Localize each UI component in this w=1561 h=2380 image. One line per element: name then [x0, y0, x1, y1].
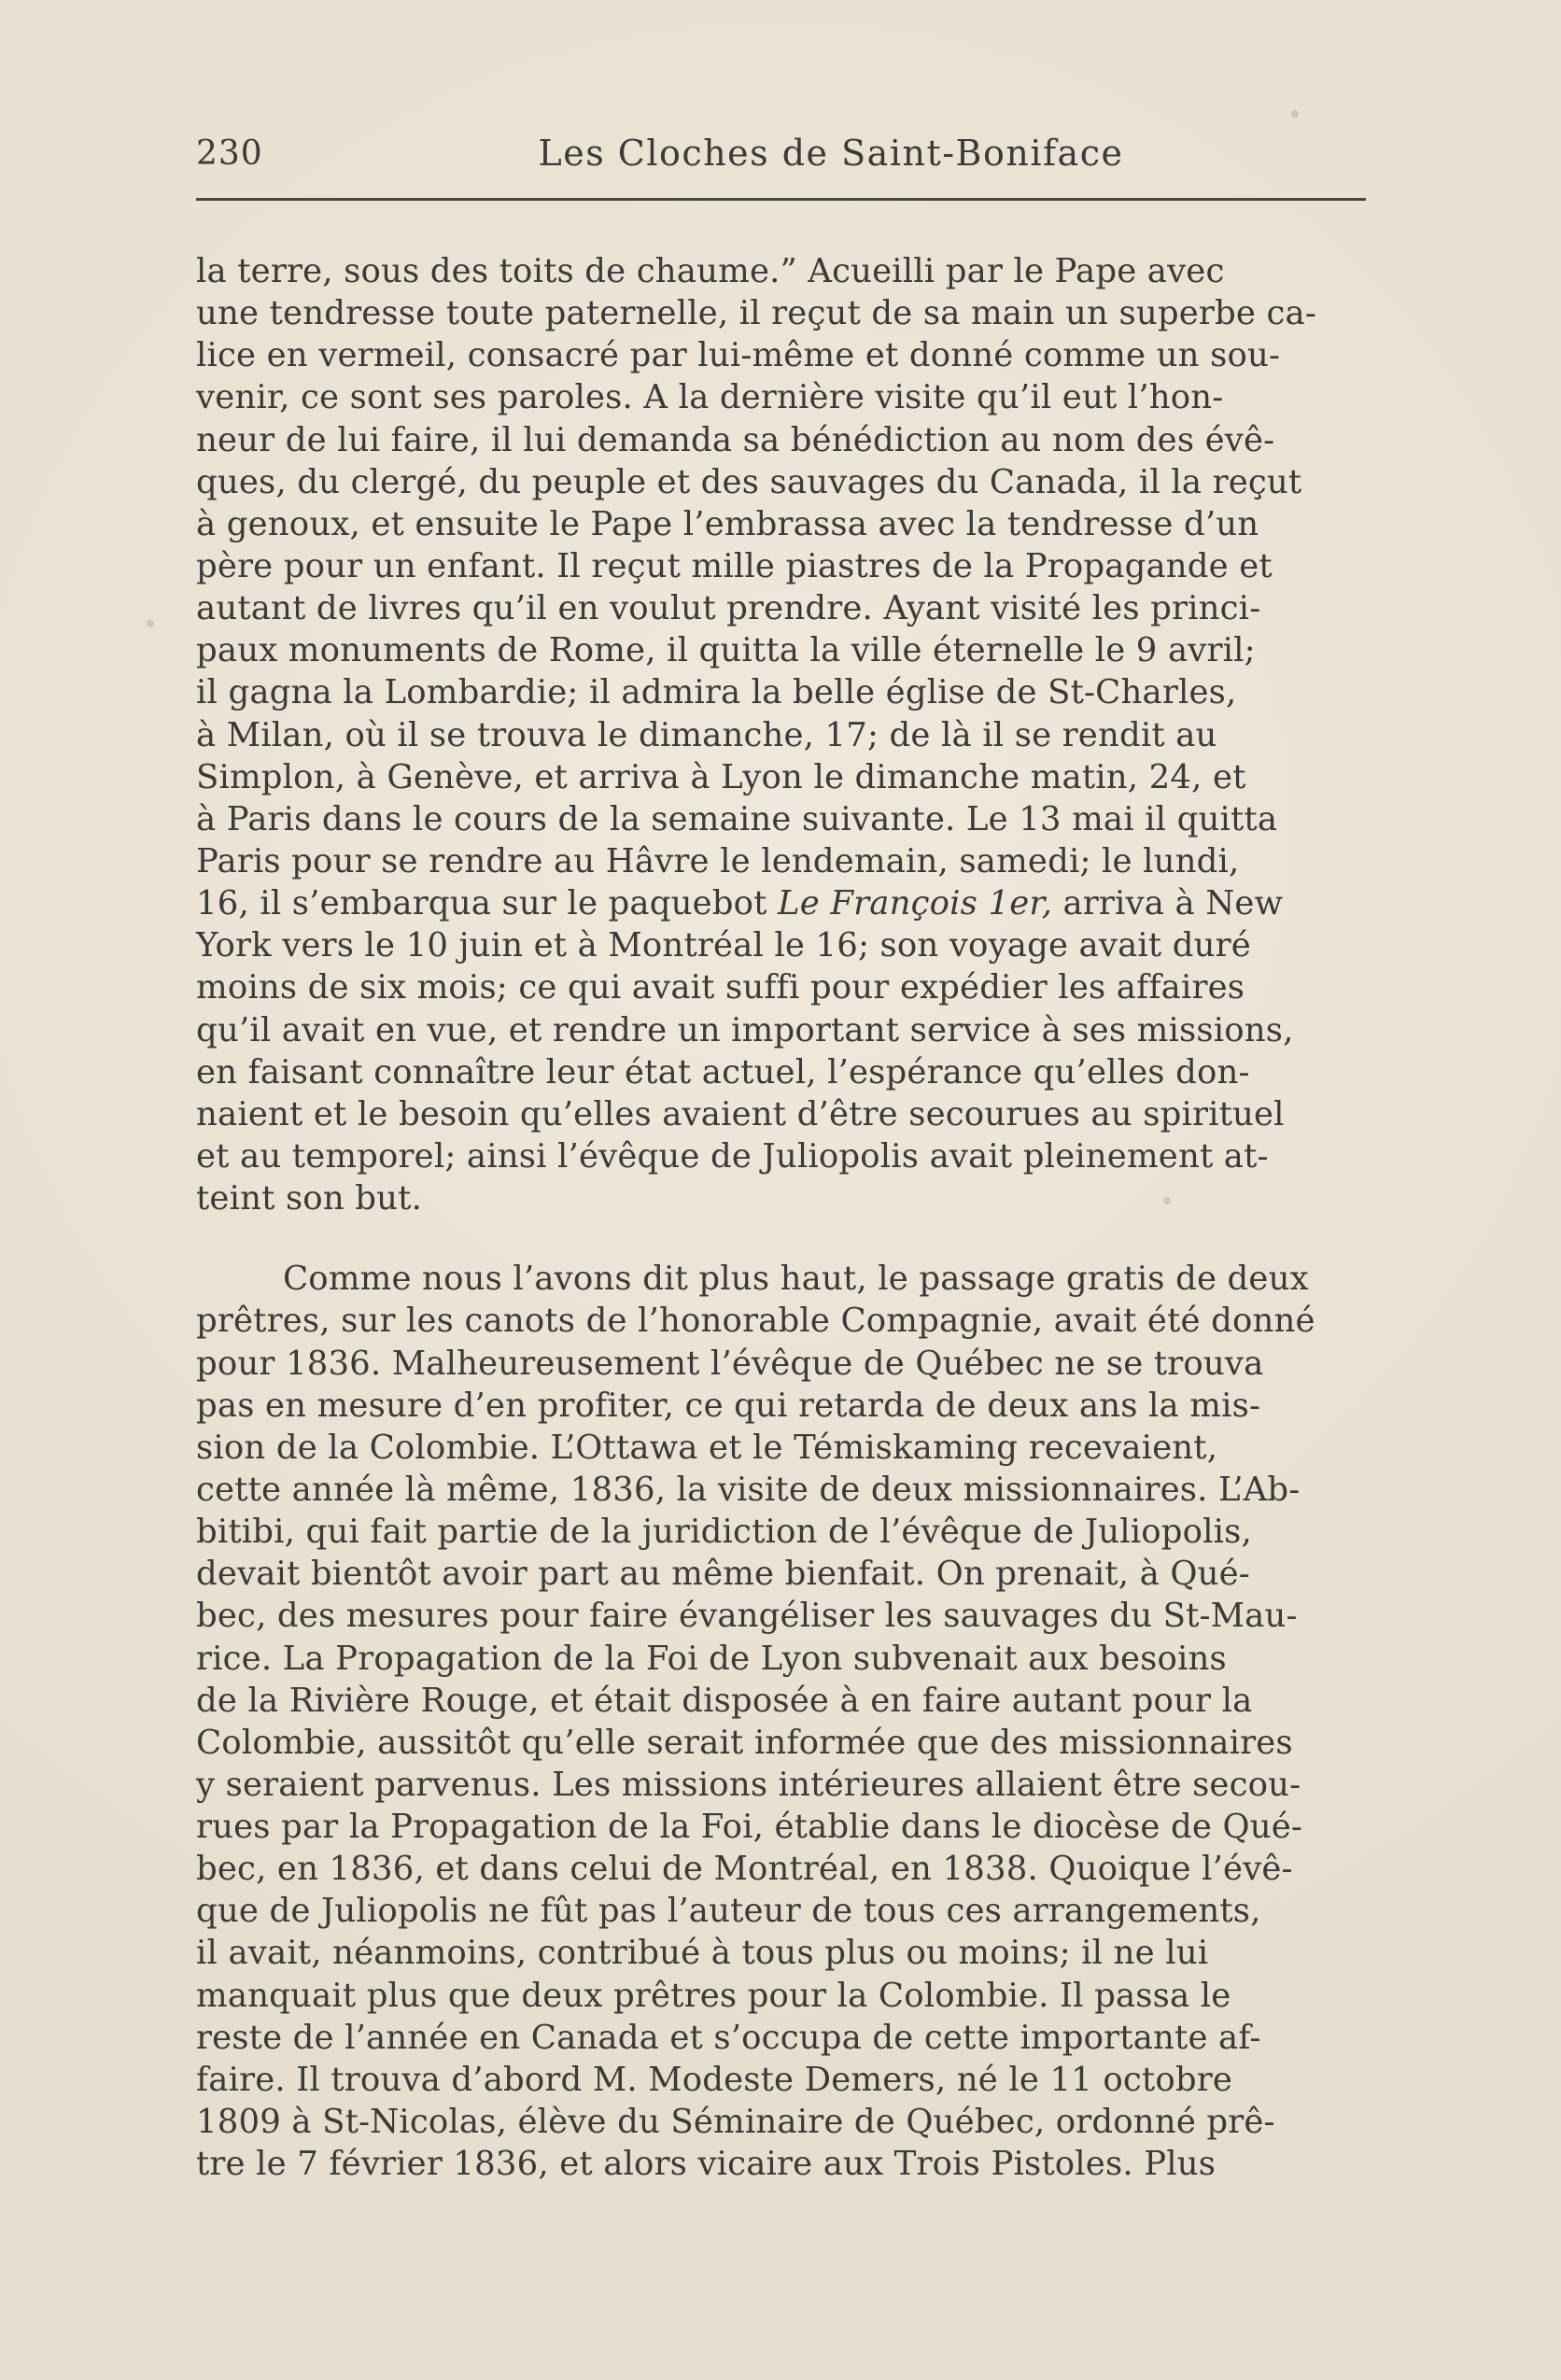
text-line: de la Rivière Rouge, et était disposée à en faire autant pour la — [196, 1681, 1253, 1720]
line-text-space — [977, 884, 988, 922]
text-line: teint son but. — [196, 1179, 423, 1218]
header-rule — [196, 198, 1366, 201]
page-body — [196, 250, 1391, 2185]
paragraph-2 — [196, 1258, 1391, 2185]
text-line: père pour un enfant. Il reçut mille piastres de la Propagande et — [196, 546, 1273, 585]
text-line-with-italic-title — [196, 882, 1391, 924]
text-line: il avait, néanmoins, contribué à tous plus ou moins; il ne lui — [196, 1934, 1209, 1973]
text-line: naient et le besoin qu’elles avaient d’être secourues au spirituel — [196, 1094, 1285, 1134]
text-line: pour 1836. Malheureusement l’évêque de Québec ne se trouva — [196, 1344, 1264, 1383]
text-line: à Paris dans le cours de la semaine suivante. Le 13 mai il quitta — [196, 799, 1278, 838]
text-line: pas en mesure d’en profiter, ce qui retarda de deux ans la mis- — [196, 1386, 1261, 1425]
line-text-after-title: arriva à New — [1052, 884, 1284, 923]
text-line: rues par la Propagation de la Foi, établie dans le diocèse de Qué- — [196, 1808, 1303, 1847]
text-line: la terre, sous des toits de chaume.” Acueilli par le Pape avec — [196, 252, 1225, 290]
text-line: moins de six mois; ce qui avait suffi pour expédier les affaires — [196, 968, 1245, 1007]
text-line: York vers le 10 juin et à Montréal le 16; son voyage avait duré — [196, 926, 1251, 965]
text-line: que de Juliopolis ne fût pas l’auteur de tous ces arrangements, — [196, 1892, 1261, 1931]
paragraph-gap — [196, 1219, 1391, 1258]
ship-name-ordinal: 1er, — [988, 884, 1053, 923]
text-line: rice. La Propagation de la Foi de Lyon subvenait aux besoins — [196, 1639, 1227, 1678]
text-line: en faisant connaître leur état actuel, l’espérance qu’elles don- — [196, 1052, 1250, 1091]
text-line: prêtres, sur les canots de l’honorable Compagnie, avait été donné — [196, 1302, 1315, 1341]
text-line: qu’il avait en vue, et rendre un important service à ses missions, — [196, 1010, 1294, 1049]
text-line: tre le 7 février 1836, et alors vicaire aux Trois Pistoles. Plus — [196, 2145, 1216, 2184]
text-line: Simplon, à Genève, et arriva à Lyon le dimanche matin, 24, et — [196, 757, 1246, 796]
paper-speck — [147, 620, 154, 627]
text-line: reste de l’année en Canada et s’occupa de cette importante af- — [196, 2018, 1261, 2057]
text-line: ques, du clergé, du peuple et des sauvages du Canada, il la reçut — [196, 462, 1302, 501]
text-line: paux monuments de Rome, il quitta la ville éternelle le 9 avril; — [196, 631, 1256, 670]
text-line: devait bientôt avoir part au même bienfait. On prenait, à Qué- — [196, 1555, 1250, 1594]
text-line: lice en vermeil, consacré par lui-même et donné comme un sou- — [196, 336, 1281, 375]
text-line: 1809 à St-Nicolas, élève du Séminaire de Québec, ordonné prê- — [196, 2103, 1275, 2142]
text-line: manquait plus que deux prêtres pour la Colombie. Il passa le — [196, 1976, 1231, 2015]
text-line: Paris pour se rendre au Hâvre le lendemain, samedi; le lundi, — [196, 841, 1240, 880]
text-line: faire. Il trouva d’abord M. Modeste Demers, né le 11 octobre — [196, 2060, 1233, 2099]
text-line: y seraient parvenus. Les missions intérieures allaient être secou- — [196, 1765, 1301, 1804]
text-line: et au temporel; ainsi l’évêque de Juliopolis avait pleinement at- — [196, 1136, 1269, 1176]
text-line: il gagna la Lombardie; il admira la belle église de St-Charles, — [196, 673, 1237, 712]
ship-name: Le François — [778, 884, 978, 923]
text-line: bitibi, qui fait partie de la juridiction de l’évêque de Juliopolis, — [196, 1513, 1252, 1552]
text-line: autant de livres qu’il en voulut prendre. Ayant visité les princi- — [196, 589, 1261, 628]
text-line: Colombie, aussitôt qu’elle serait informée que des missionnaires — [196, 1723, 1293, 1762]
text-line: bec, en 1836, et dans celui de Montréal, en 1838. Quoique l’évê- — [196, 1850, 1293, 1889]
text-line: à genoux, et ensuite le Pape l’embrassa avec la tendresse d’un — [196, 504, 1259, 543]
text-line: cette année là même, 1836, la visite de deux missionnaires. L’Ab- — [196, 1470, 1301, 1509]
paper-speck — [1163, 1197, 1171, 1204]
text-line: bec, des mesures pour faire évangéliser les sauvages du St-Mau- — [196, 1597, 1298, 1636]
text-line: neur de lui faire, il lui demanda sa bénédiction au nom des évê- — [196, 420, 1275, 459]
text-line: Comme nous l’avons dit plus haut, le passage gratis de deux — [283, 1260, 1309, 1299]
text-line: à Milan, où il se trouva le dimanche, 17; de là il se rendit au — [196, 715, 1217, 754]
text-line: une tendresse toute paternelle, il reçut de sa main un superbe ca- — [196, 294, 1316, 333]
text-line: sion de la Colombie. L’Ottawa et le Témiskaming recevaient, — [196, 1428, 1218, 1467]
text-line: venir, ce sont ses paroles. A la dernière visite qu’il eut l’hon- — [196, 378, 1224, 417]
paragraph-1 — [196, 250, 1391, 1219]
page-number: 230 — [196, 134, 263, 173]
paper-speck — [1291, 110, 1299, 118]
line-text-before-title: 16, il s’embarqua sur le paquebot — [196, 884, 779, 923]
running-title: Les Cloches de Saint-Boniface — [538, 133, 1124, 174]
page-header — [196, 131, 1366, 189]
